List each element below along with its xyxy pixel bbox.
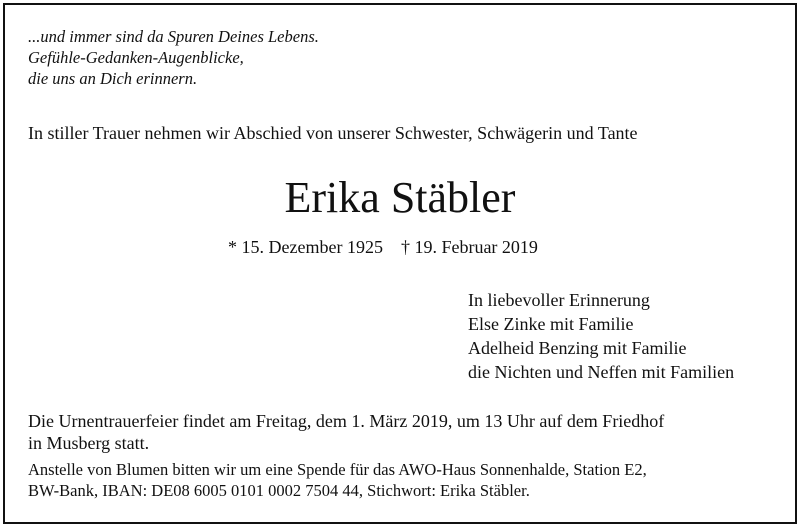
ceremony-line: in Musberg statt.: [28, 433, 150, 453]
donation-line: BW-Bank, IBAN: DE08 6005 0101 0002 7504 44, Stichwort: Erika Stäbler.: [28, 481, 530, 500]
mourners-list: [468, 288, 734, 384]
death-date: † 19. Februar 2019: [400, 237, 538, 257]
donation-line: Anstelle von Blumen bitten wir um eine Spende für das AWO-Haus Sonnenhalde, Station E2,: [28, 460, 647, 479]
mourners-line: Else Zinke mit Familie: [468, 314, 634, 334]
life-dates: [228, 237, 538, 258]
poem-line: ...und immer sind da Spuren Deines Lebens.: [28, 27, 319, 46]
poem-line: die uns an Dich erinnern.: [28, 69, 198, 88]
mourners-line: Adelheid Benzing mit Familie: [468, 338, 687, 358]
mourners-line: In liebevoller Erinnerung: [468, 290, 650, 310]
poem-line: Gefühle-Gedanken-Augenblicke,: [28, 48, 244, 67]
deceased-name: Erika Stäbler: [284, 173, 516, 222]
mourners-line: die Nichten und Neffen mit Familien: [468, 362, 735, 382]
birth-date: * 15. Dezember 1925: [228, 237, 383, 257]
intro-text: In stiller Trauer nehmen wir Abschied von unserer Schwester, Schwägerin und Tante: [28, 123, 638, 143]
ceremony-line: Die Urnentrauerfeier findet am Freitag, dem 1. März 2019, um 13 Uhr auf dem Friedhof: [28, 411, 665, 431]
donation-info: [28, 459, 773, 501]
ceremony-info: [28, 410, 773, 454]
poem: [28, 26, 319, 89]
